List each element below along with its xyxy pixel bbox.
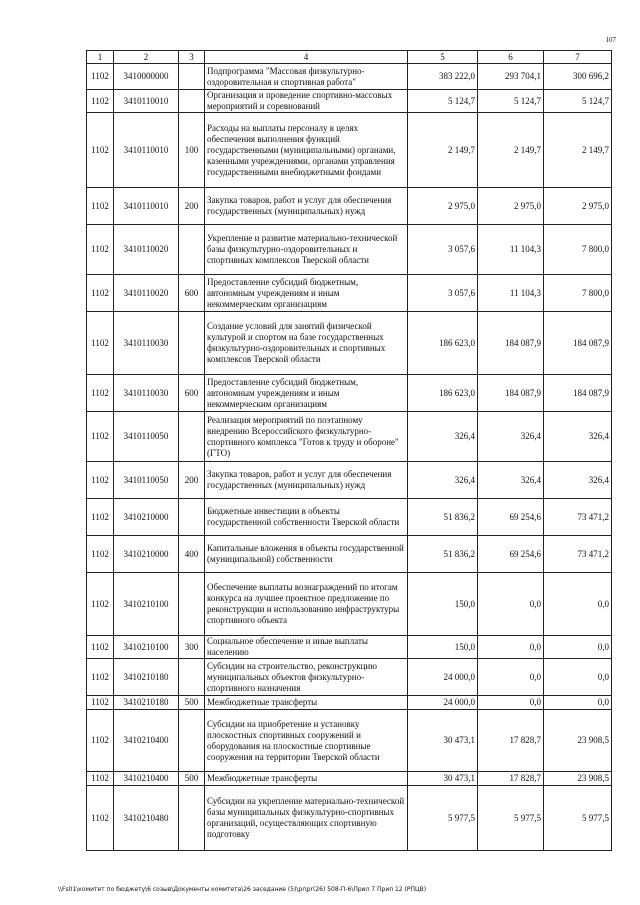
row-expense-type: 500 — [179, 696, 205, 710]
table-row — [87, 536, 612, 573]
row-value-col5: 3 057,6 — [408, 225, 478, 275]
row-expense-type: 200 — [179, 462, 205, 499]
row-section-code: 1102 — [87, 188, 114, 225]
row-value-col5: 326,4 — [408, 412, 478, 462]
row-value-col6: 5 977,5 — [478, 786, 544, 851]
row-value-col5: 383 222,0 — [408, 64, 478, 90]
row-expense-type — [179, 786, 205, 851]
row-expense-type — [179, 412, 205, 462]
row-value-col5: 326,4 — [408, 462, 478, 499]
row-target-article: 3410210100 — [114, 573, 179, 636]
row-expense-type — [179, 659, 205, 696]
row-name: Укрепление и развитие материально-технической базы физкультурно-оздоровительных и спортивных комплексов Тверской области — [205, 225, 408, 275]
row-expense-type — [179, 312, 205, 375]
row-section-code: 1102 — [87, 786, 114, 851]
row-name: Закупка товаров, работ и услуг для обеспечения государственных (муниципальных) нужд — [205, 462, 408, 499]
row-value-col7: 184 087,9 — [544, 375, 612, 412]
row-section-code: 1102 — [87, 113, 114, 188]
row-name: Межбюджетные трансферты — [205, 696, 408, 710]
row-name: Реализация мероприятий по поэтапному внедрению Всероссийского физкультурно-спортивного комплекса "Готов к труду и обороне" (ГТО) — [205, 412, 408, 462]
row-expense-type: 100 — [179, 113, 205, 188]
row-section-code: 1102 — [87, 659, 114, 696]
row-target-article: 3410210000 — [114, 536, 179, 573]
row-value-col7: 5 124,7 — [544, 90, 612, 113]
row-section-code: 1102 — [87, 275, 114, 312]
row-value-col6: 0,0 — [478, 696, 544, 710]
table-row — [87, 90, 612, 113]
table-row — [87, 188, 612, 225]
row-value-col5: 150,0 — [408, 573, 478, 636]
row-name: Закупка товаров, работ и услуг для обеспечения государственных (муниципальных) нужд — [205, 188, 408, 225]
row-expense-type: 500 — [179, 772, 205, 786]
row-expense-type: 600 — [179, 275, 205, 312]
header-cell: 7 — [544, 51, 612, 64]
row-section-code: 1102 — [87, 462, 114, 499]
row-value-col6: 293 704,1 — [478, 64, 544, 90]
row-value-col7: 300 696,2 — [544, 64, 612, 90]
row-name: Предоставление субсидий бюджетным, автономным учреждениям и иным некоммерческим организациям — [205, 375, 408, 412]
row-target-article: 3410110010 — [114, 90, 179, 113]
table-row — [87, 772, 612, 786]
row-value-col6: 5 124,7 — [478, 90, 544, 113]
table-row — [87, 113, 612, 188]
row-name: Обеспечение выплаты вознаграждений по итогам конкурса на лучшее проектное предложение по реконструкции и использованию инфраструктуры спортивного объекта — [205, 573, 408, 636]
row-target-article: 3410110020 — [114, 225, 179, 275]
row-value-col6: 11 104,3 — [478, 225, 544, 275]
row-section-code: 1102 — [87, 312, 114, 375]
row-value-col7: 73 471,2 — [544, 536, 612, 573]
table-row — [87, 275, 612, 312]
row-target-article: 3410110010 — [114, 113, 179, 188]
row-value-col6: 2 975,0 — [478, 188, 544, 225]
row-name: Субсидии на укрепление материально-технической базы муниципальных физкультурно-спортивных организаций, осуществляющих спортивную подготовку — [205, 786, 408, 851]
header-cell: 5 — [408, 51, 478, 64]
table-row — [87, 636, 612, 659]
row-value-col5: 24 000,0 — [408, 696, 478, 710]
row-expense-type — [179, 499, 205, 536]
row-section-code: 1102 — [87, 636, 114, 659]
row-name: Подпрограмма "Массовая физкультурно-оздоровительная и спортивная работа" — [205, 64, 408, 90]
row-section-code: 1102 — [87, 696, 114, 710]
header-cell: 6 — [478, 51, 544, 64]
row-expense-type: 400 — [179, 536, 205, 573]
table-row — [87, 710, 612, 772]
row-target-article: 3410210400 — [114, 772, 179, 786]
row-target-article: 3410110030 — [114, 375, 179, 412]
table-row — [87, 462, 612, 499]
row-target-article: 3410110010 — [114, 188, 179, 225]
row-value-col6: 184 087,9 — [478, 312, 544, 375]
table-row — [87, 225, 612, 275]
row-value-col6: 11 104,3 — [478, 275, 544, 312]
row-section-code: 1102 — [87, 64, 114, 90]
row-target-article: 3410210400 — [114, 710, 179, 772]
row-name: Создание условий для занятий физической культурой и спортом на базе государственных физкультурно-оздоровительных и спортивных комплексов Тверской области — [205, 312, 408, 375]
row-expense-type: 300 — [179, 636, 205, 659]
row-value-col5: 5 977,5 — [408, 786, 478, 851]
row-value-col6: 0,0 — [478, 573, 544, 636]
row-value-col7: 73 471,2 — [544, 499, 612, 536]
row-target-article: 3410210480 — [114, 786, 179, 851]
row-value-col5: 5 124,7 — [408, 90, 478, 113]
table-row — [87, 659, 612, 696]
row-expense-type: 600 — [179, 375, 205, 412]
row-name: Субсидии на приобретение и установку плоскостных спортивных сооружений и оборудования на плоскостные спортивные сооружения на территории Тверской области — [205, 710, 408, 772]
table-row — [87, 412, 612, 462]
row-value-col7: 23 908,5 — [544, 710, 612, 772]
row-value-col6: 326,4 — [478, 462, 544, 499]
row-value-col7: 2 149,7 — [544, 113, 612, 188]
table-row — [87, 375, 612, 412]
row-value-col7: 0,0 — [544, 636, 612, 659]
table-row — [87, 64, 612, 90]
header-cell: 3 — [179, 51, 205, 64]
row-name: Организация и проведение спортивно-массовых мероприятий и соревнований — [205, 90, 408, 113]
row-expense-type — [179, 64, 205, 90]
row-value-col5: 150,0 — [408, 636, 478, 659]
row-section-code: 1102 — [87, 772, 114, 786]
header-cell: 1 — [87, 51, 114, 64]
row-target-article: 3410210180 — [114, 659, 179, 696]
row-value-col6: 2 149,7 — [478, 113, 544, 188]
row-name: Межбюджетные трансферты — [205, 772, 408, 786]
row-value-col6: 69 254,6 — [478, 499, 544, 536]
row-value-col7: 7 800,0 — [544, 225, 612, 275]
row-value-col7: 23 908,5 — [544, 772, 612, 786]
row-expense-type — [179, 710, 205, 772]
row-value-col6: 184 087,9 — [478, 375, 544, 412]
row-value-col5: 3 057,6 — [408, 275, 478, 312]
row-value-col6: 0,0 — [478, 659, 544, 696]
row-name: Предоставление субсидий бюджетным, автономным учреждениям и иным некоммерческим организациям — [205, 275, 408, 312]
row-value-col7: 0,0 — [544, 696, 612, 710]
row-target-article: 3410000000 — [114, 64, 179, 90]
row-section-code: 1102 — [87, 499, 114, 536]
row-value-col7: 326,4 — [544, 462, 612, 499]
row-section-code: 1102 — [87, 225, 114, 275]
row-value-col6: 0,0 — [478, 636, 544, 659]
budget-table — [86, 50, 612, 851]
row-value-col5: 30 473,1 — [408, 710, 478, 772]
page-number: 107 — [605, 36, 616, 44]
row-name: Расходы на выплаты персоналу в целях обеспечения выполнения функций государственными (муниципальными) органами, казенными учреждениями, органами управления государственными внебюджетными фондами — [205, 113, 408, 188]
table-row — [87, 696, 612, 710]
row-value-col7: 184 087,9 — [544, 312, 612, 375]
row-value-col6: 17 828,7 — [478, 772, 544, 786]
row-section-code: 1102 — [87, 412, 114, 462]
row-value-col5: 2 149,7 — [408, 113, 478, 188]
row-value-col7: 2 975,0 — [544, 188, 612, 225]
row-value-col7: 0,0 — [544, 659, 612, 696]
row-expense-type: 200 — [179, 188, 205, 225]
footer-file-path: \\Fs01\комитет по бюджету\6 созыв\Документы комитета\26 заседание (5)\pr\pr(26) 508-П-6\Прил 7 Прил 12 (РПЦВ) — [58, 886, 427, 893]
row-section-code: 1102 — [87, 90, 114, 113]
row-target-article: 3410210180 — [114, 696, 179, 710]
table-row — [87, 786, 612, 851]
row-section-code: 1102 — [87, 710, 114, 772]
row-target-article: 3410110030 — [114, 312, 179, 375]
row-value-col6: 69 254,6 — [478, 536, 544, 573]
row-target-article: 3410210000 — [114, 499, 179, 536]
row-value-col5: 2 975,0 — [408, 188, 478, 225]
row-expense-type — [179, 90, 205, 113]
table-row — [87, 573, 612, 636]
row-value-col5: 186 623,0 — [408, 375, 478, 412]
row-target-article: 3410210100 — [114, 636, 179, 659]
row-name: Социальное обеспечение и иные выплаты населению — [205, 636, 408, 659]
row-section-code: 1102 — [87, 375, 114, 412]
row-name: Бюджетные инвестиции в объекты государственной собственности Тверской области — [205, 499, 408, 536]
row-target-article: 3410110050 — [114, 412, 179, 462]
row-value-col7: 326,4 — [544, 412, 612, 462]
table-row — [87, 312, 612, 375]
row-value-col5: 30 473,1 — [408, 772, 478, 786]
row-section-code: 1102 — [87, 536, 114, 573]
row-expense-type — [179, 573, 205, 636]
row-value-col6: 326,4 — [478, 412, 544, 462]
header-row — [87, 51, 612, 64]
row-value-col5: 51 836,2 — [408, 536, 478, 573]
row-target-article: 3410110020 — [114, 275, 179, 312]
row-name: Субсидии на строительство, реконструкцию муниципальных объектов физкультурно-спортивного назначения — [205, 659, 408, 696]
row-value-col7: 0,0 — [544, 573, 612, 636]
row-section-code: 1102 — [87, 573, 114, 636]
row-value-col6: 17 828,7 — [478, 710, 544, 772]
row-value-col5: 51 836,2 — [408, 499, 478, 536]
header-cell: 2 — [114, 51, 179, 64]
header-cell: 4 — [205, 51, 408, 64]
row-expense-type — [179, 225, 205, 275]
row-value-col7: 5 977,5 — [544, 786, 612, 851]
row-value-col5: 186 623,0 — [408, 312, 478, 375]
table-row — [87, 499, 612, 536]
row-value-col7: 7 800,0 — [544, 275, 612, 312]
row-target-article: 3410110050 — [114, 462, 179, 499]
row-name: Капитальные вложения в объекты государственной (муниципальной) собственности — [205, 536, 408, 573]
row-value-col5: 24 000,0 — [408, 659, 478, 696]
